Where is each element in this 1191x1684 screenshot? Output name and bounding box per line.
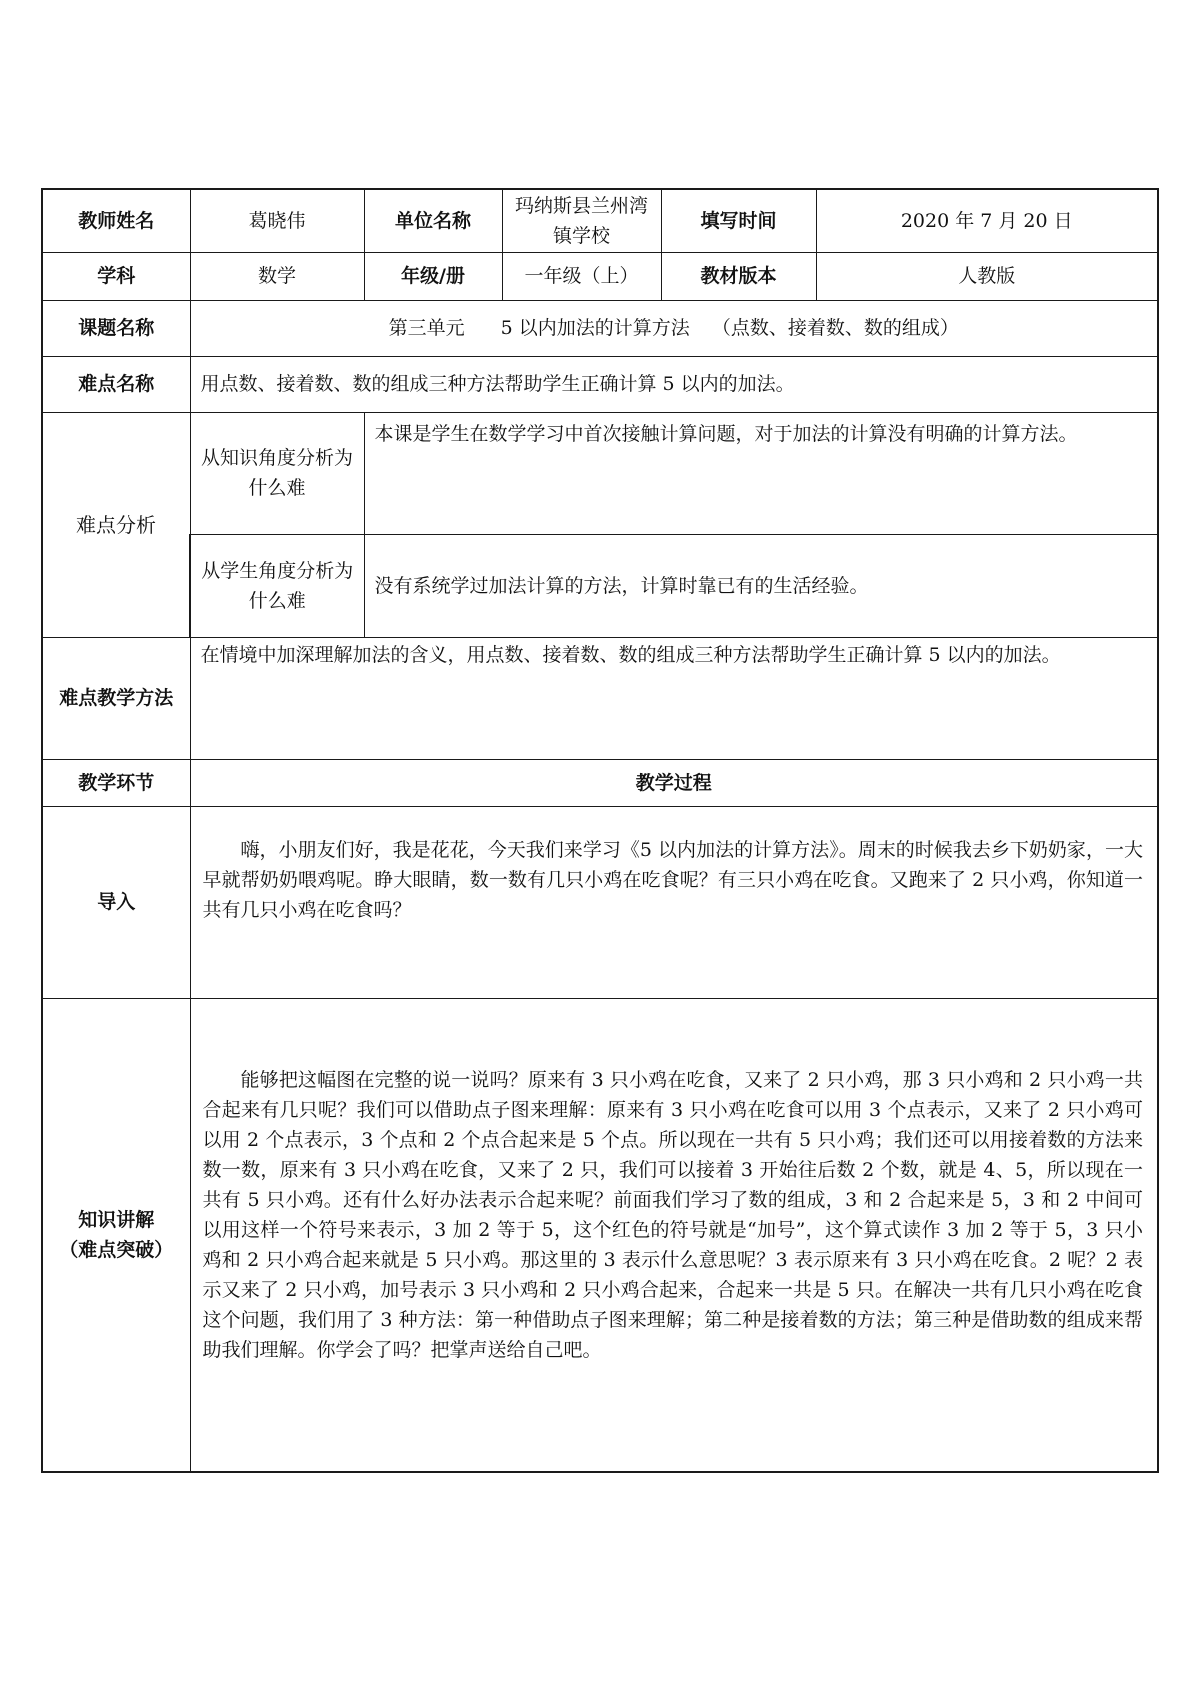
subject-value: 数学 xyxy=(190,252,364,300)
lesson-design-table xyxy=(41,188,1159,1473)
student-value: 没有系统学过加法计算的方法，计算时靠已有的生活经验。 xyxy=(364,534,1158,637)
lecture-label-cell xyxy=(42,998,190,1472)
subject-label: 学科 xyxy=(42,252,190,300)
topic-methods: （点数、接着数、数的组成） xyxy=(711,317,959,339)
grade-value: 一年级（上） xyxy=(502,252,661,300)
lecture-text: 能够把这幅图在完整的说一说吗？原来有 3 只小鸡在吃食，又来了 2 只小鸡，那 3 只小鸡和 2 只小鸡一共合起来有几只呢？我们可以借助点子图来理解：原来有 3 只小鸡在吃食可以用 3 个点表示，又来了 2 只小鸡可以用 2 个点表示，3 个点和 2 个点合起来是 5 个点。所以现在一共有 5 只小鸡；我们还可以用接着数的方法来数一数，原来有 3 只小鸡在吃食，又来了 2 只，我们可以接着 3 开始往后数 2 个数，就是 4、5，所以现在一共有 5 只小鸡。还有什么好办法表示合起来呢？前面我们学习了数的组成，3 和 2 合起来是 5，3 和 2 中间可以用这样一个符号来表示，3 加 2 等于 5，这个红色的符号就是“加号”，这个算式读作 3 加 2 等于 5，3 只小鸡和 2 只小鸡合起来就是 5 只小鸡。那这里的 3 表示什么意思呢？3 表示原来有 3 只小鸡在吃食。2 呢？2 表示又来了 2 只小鸡，加号表示 3 只小鸡和 2 只小鸡合起来，合起来一共是 5 只。在解决一共有几只小鸡在吃食这个问题，我们用了 3 种方法：第一种借助点子图来理解；第二种是接着数的方法；第三种是借助数的组成来帮助我们理解。你学会了吗？把掌声送给自己吧。 xyxy=(190,998,1158,1472)
knowledge-value: 本课是学生在数学学习中首次接触计算问题，对于加法的计算没有明确的计算方法。 xyxy=(364,412,1158,534)
topic-unit: 第三单元 xyxy=(388,317,465,339)
analysis-label: 难点分析 xyxy=(42,412,190,637)
edition-value: 人教版 xyxy=(816,252,1158,300)
date-value: 2020 年 7 月 20 日 xyxy=(816,189,1158,252)
intro-text: 嗨，小朋友们好，我是花花，今天我们来学习《5 以内加法的计算方法》。周末的时候我去乡下奶奶家，一大早就帮奶奶喂鸡呢。睁大眼睛，数一数有几只小鸡在吃食呢？有三只小鸡在吃食。又跑来了 2 只小鸡，你知道一共有几只小鸡在吃食吗？ xyxy=(190,806,1158,998)
row-subject-info xyxy=(42,252,1158,300)
row-method xyxy=(42,637,1158,759)
unit-label: 单位名称 xyxy=(364,189,502,252)
topic-value xyxy=(190,300,1158,356)
topic-title: 5 以内加法的计算方法 xyxy=(500,317,690,339)
row-analysis-knowledge xyxy=(42,412,1158,534)
unit-value: 玛纳斯县兰州湾镇学校 xyxy=(502,189,661,252)
method-value: 在情境中加深理解加法的含义，用点数、接着数、数的组成三种方法帮助学生正确计算 5 以内的加法。 xyxy=(190,637,1158,759)
stage-header: 教学环节 xyxy=(42,759,190,806)
row-teacher-info xyxy=(42,189,1158,252)
grade-label: 年级/册 xyxy=(364,252,502,300)
row-topic xyxy=(42,300,1158,356)
date-label: 填写时间 xyxy=(661,189,816,252)
student-label: 从学生角度分析为什么难 xyxy=(190,534,364,637)
knowledge-label: 从知识角度分析为什么难 xyxy=(190,412,364,534)
row-difficulty xyxy=(42,356,1158,412)
difficulty-value: 用点数、接着数、数的组成三种方法帮助学生正确计算 5 以内的加法。 xyxy=(190,356,1158,412)
method-label: 难点教学方法 xyxy=(42,637,190,759)
difficulty-label: 难点名称 xyxy=(42,356,190,412)
teacher-value: 葛晓伟 xyxy=(190,189,364,252)
intro-label: 导入 xyxy=(42,806,190,998)
lecture-sublabel: （难点突破） xyxy=(59,1238,174,1261)
row-lecture xyxy=(42,998,1158,1472)
teacher-label: 教师姓名 xyxy=(42,189,190,252)
topic-label: 课题名称 xyxy=(42,300,190,356)
row-intro xyxy=(42,806,1158,998)
row-analysis-student xyxy=(42,534,1158,637)
process-header: 教学过程 xyxy=(190,759,1158,806)
edition-label: 教材版本 xyxy=(661,252,816,300)
row-process-header xyxy=(42,759,1158,806)
lecture-label: 知识讲解 xyxy=(78,1208,155,1231)
